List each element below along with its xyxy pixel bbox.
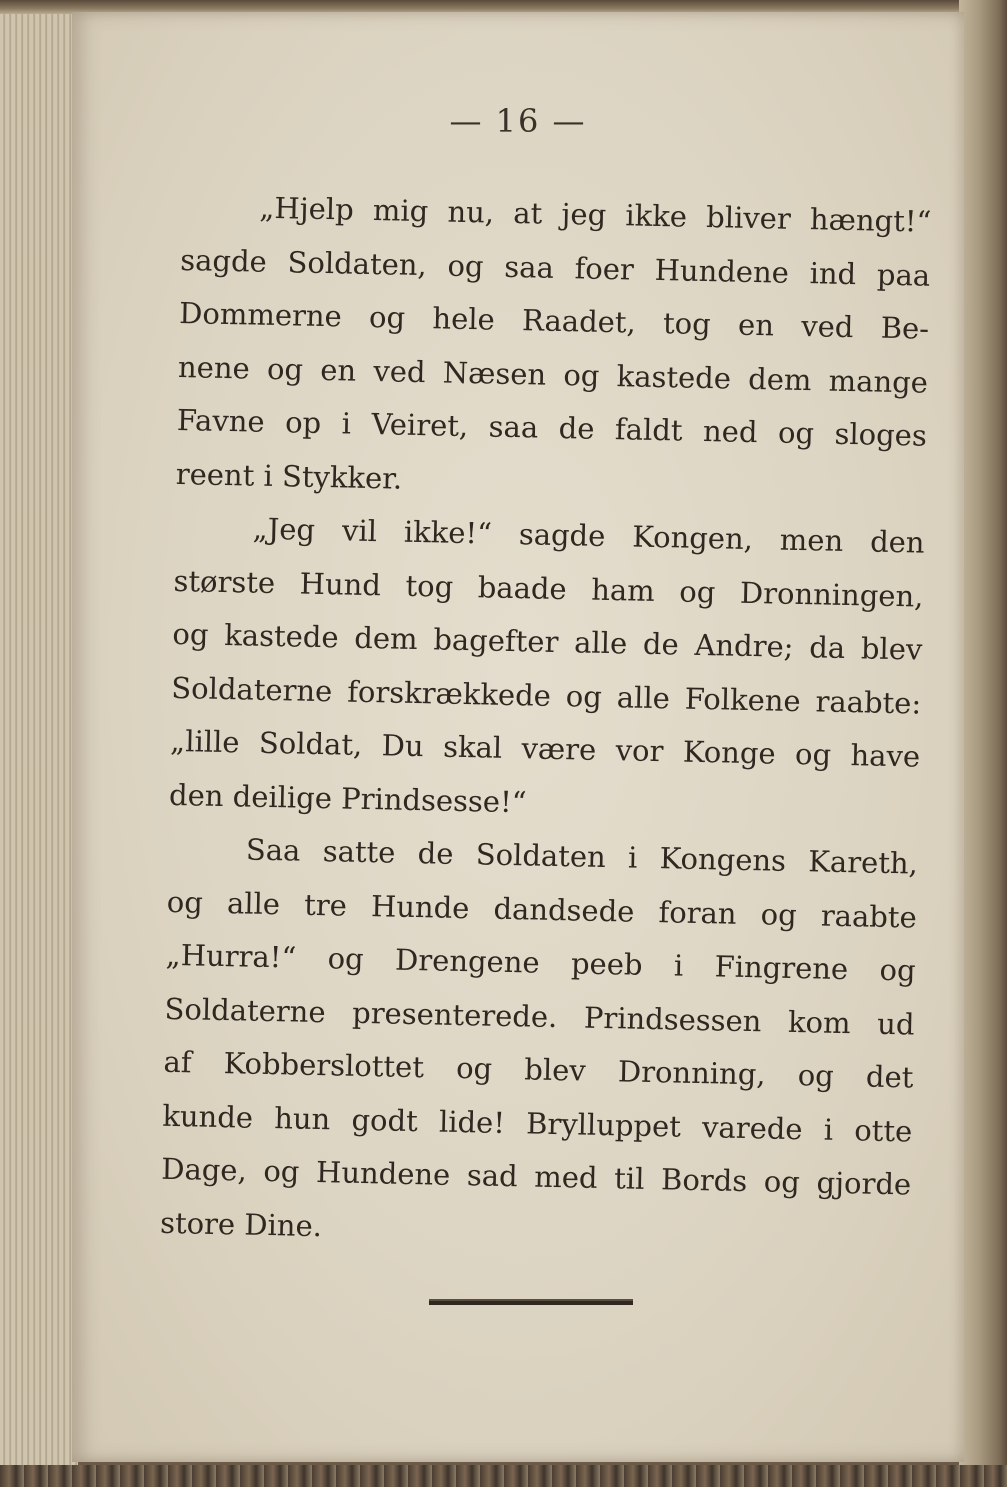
text-line: og kastede dem bagefter alle de Andre; da blev — [172, 616, 923, 667]
page-number: — 16 — — [449, 102, 587, 140]
text-line: kunde hun godt lide! Brylluppet varede i otte — [162, 1098, 913, 1148]
text-line: største Hund tog baade ham og Dronningen, — [173, 563, 924, 614]
text-line: Saa satte de Soldaten i Kongens Kareth, — [245, 832, 919, 881]
end-rule — [429, 1299, 633, 1305]
text-line: „Hurra!“ og Drengene peeb i Fingrene og — [165, 937, 916, 988]
text-line: „Hjelp mig nu, at jeg ikke bliver hængt!“ — [259, 190, 932, 239]
text-line: den deilige Prindsesse!“ — [168, 777, 527, 819]
text-line: sagde Soldaten, og saa foer Hundene ind paa — [179, 242, 931, 293]
text-line: af Kobberslottet og blev Dronning, og det — [163, 1044, 914, 1095]
text-line: Dommerne og hele Raadet, tog en ved Be- — [178, 295, 930, 346]
text-line: Soldaterne presenterede. Prindsessen kom ud — [164, 991, 915, 1042]
text-line: Favne op i Veiret, saa de faldt ned og sloges — [176, 402, 928, 453]
text-line: Soldaterne forskrækkede og alle Folkene raabte: — [171, 670, 922, 721]
book-page — [72, 12, 964, 1462]
text-line: Dage, og Hundene sad med til Bords og gjorde — [160, 1151, 912, 1202]
text-line: og alle tre Hunde dandsede foran og raabte — [166, 884, 918, 935]
text-line: nene og en ved Næsen og kastede dem mange — [177, 349, 929, 400]
book-bottom-edge — [0, 1465, 1007, 1487]
text-line: store Dine. — [159, 1205, 323, 1243]
page-edges-left — [0, 0, 78, 1487]
text-line: reent i Stykker. — [175, 456, 403, 496]
text-line: „lille Soldat, Du skal være vor Konge og have — [169, 723, 921, 774]
body-text — [160, 180, 932, 1265]
page-edges-right — [959, 0, 1007, 1487]
text-line: „Jeg vil ikke!“ sagde Kongen, men den — [252, 511, 925, 560]
